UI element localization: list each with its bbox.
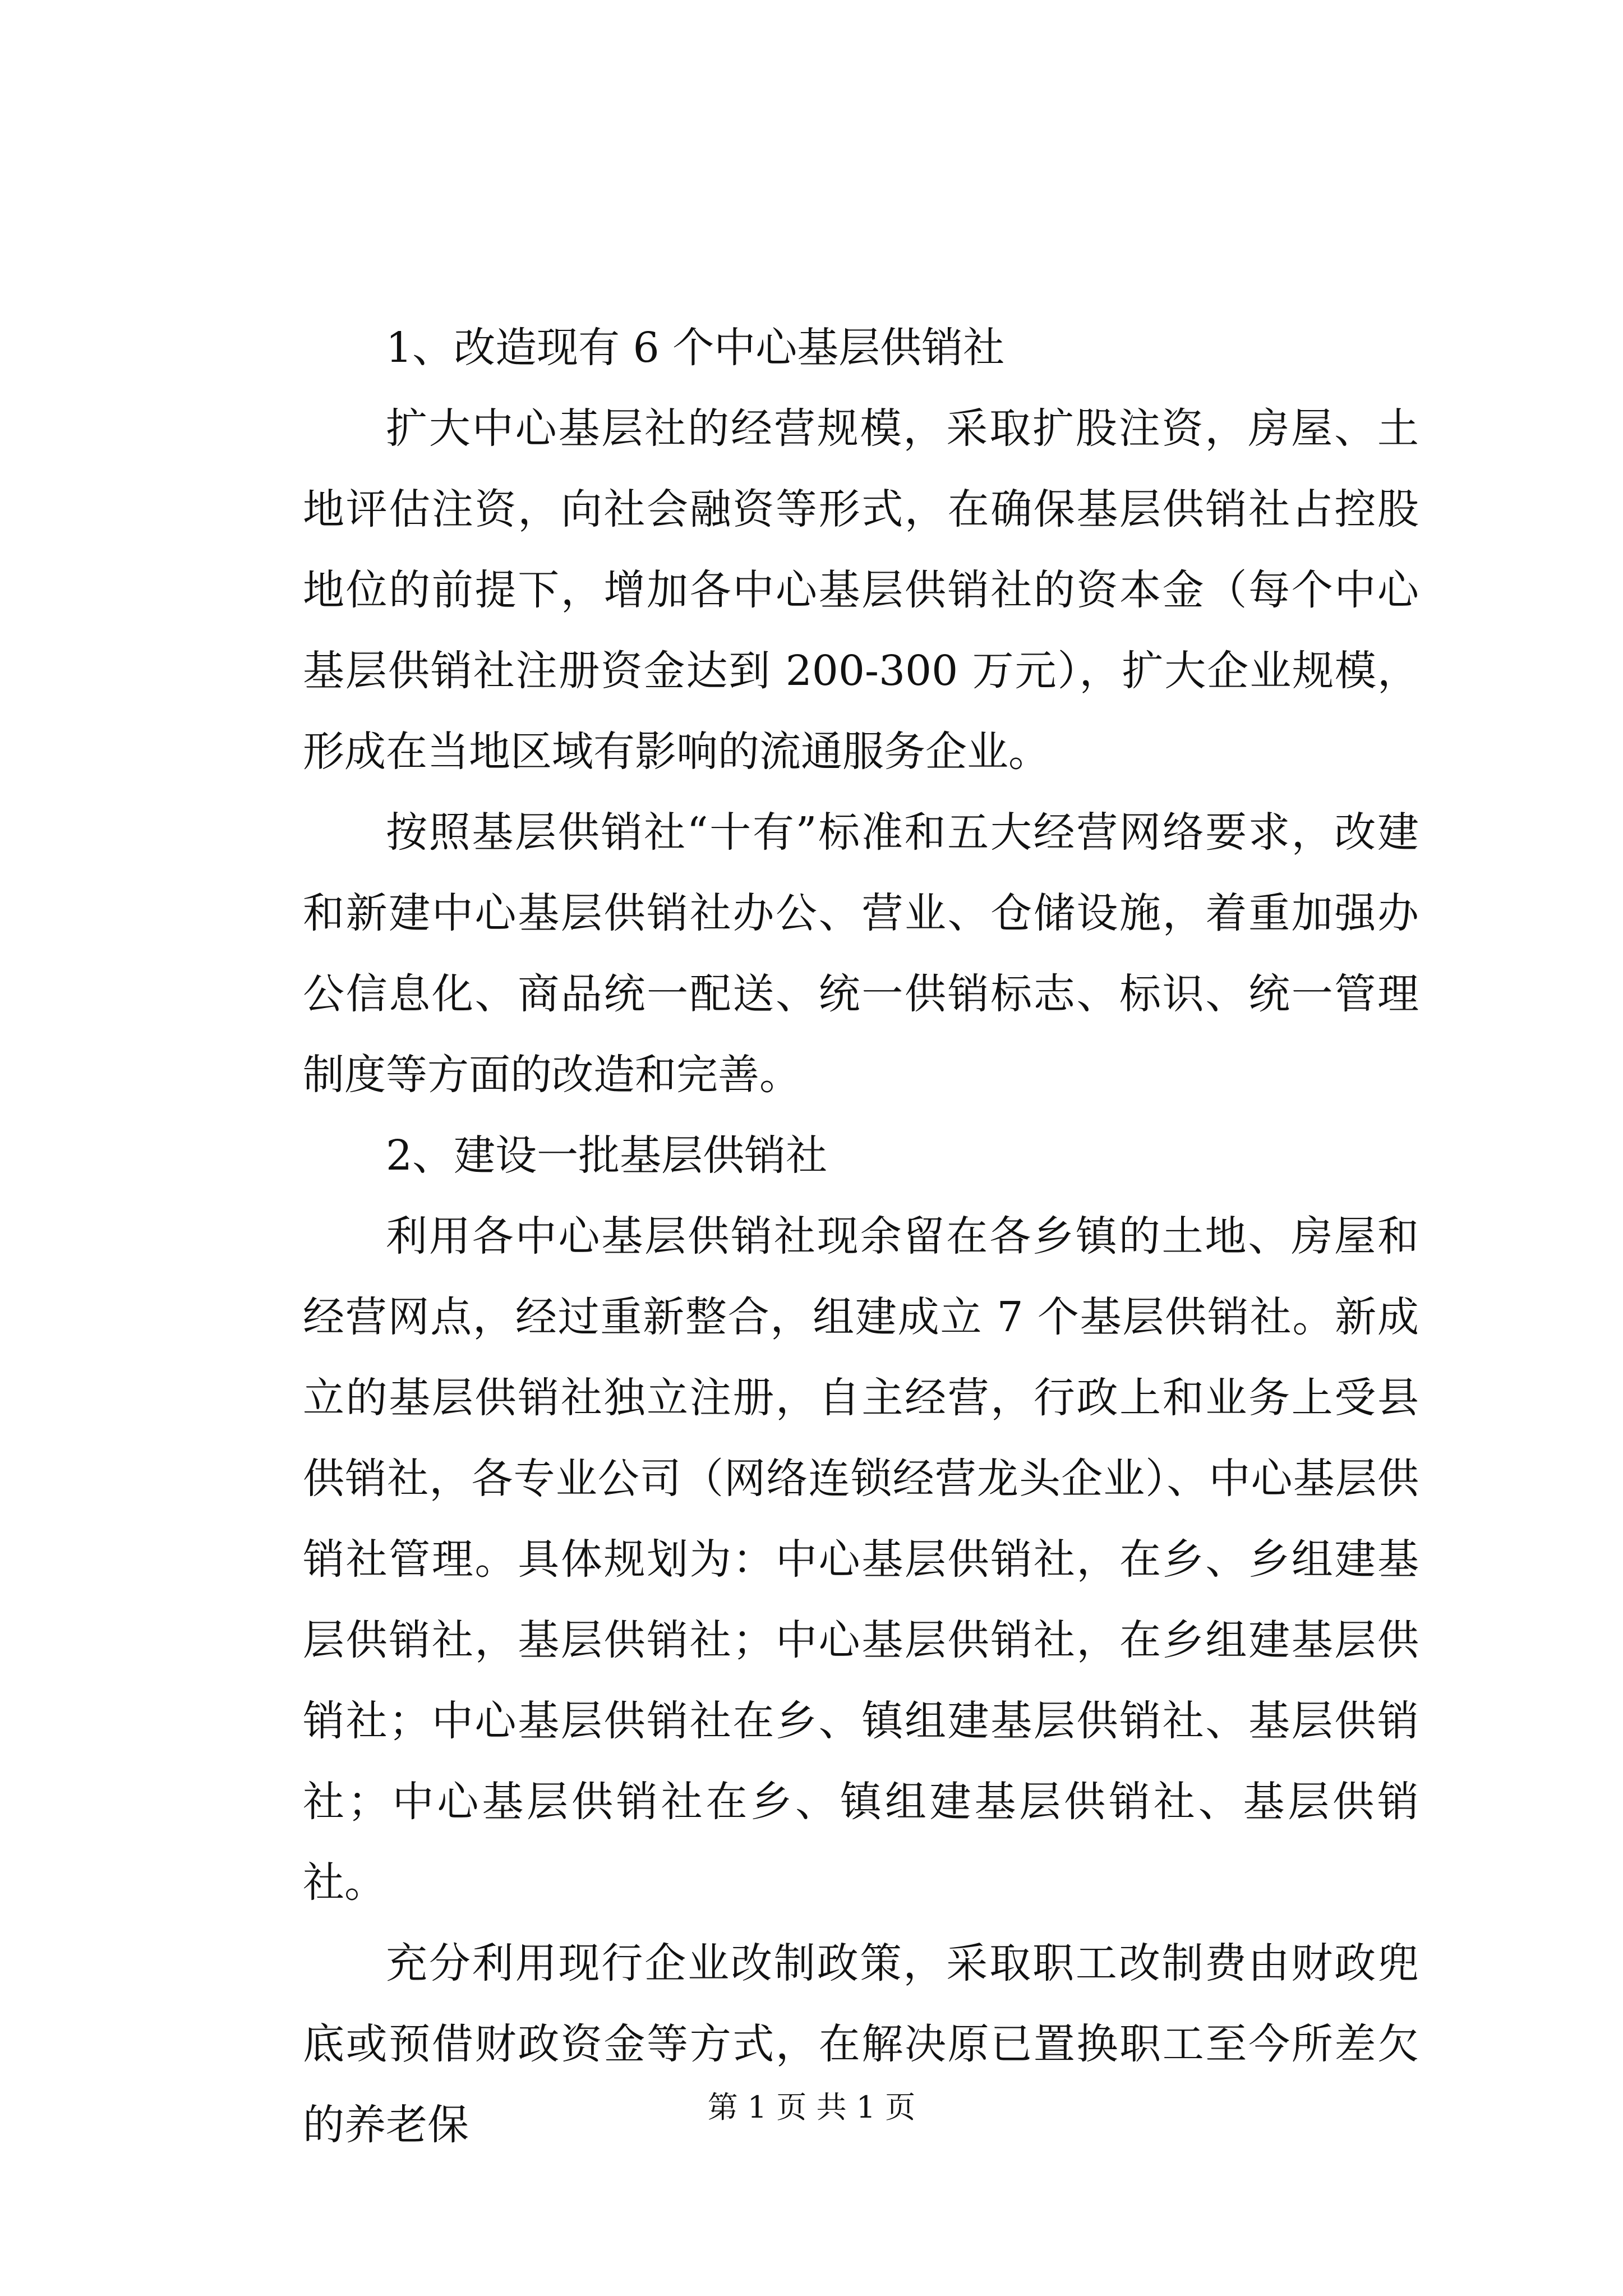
document-body: [303, 307, 1419, 2165]
paragraph-ten-standards: 按照基层供销社“十有”标准和五大经营网络要求，改建和新建中心基层供销社办公、营业、仓储设施，着重加强办公信息化、商品统一配送、统一供销标志、标识、统一管理制度等方面的改造和完善。: [303, 808, 1419, 1099]
section-heading-2: 2、建设一批基层供销社: [386, 1131, 828, 1180]
section-heading-1: 1、改造现有 6 个中心基层供销社: [386, 324, 1005, 372]
paragraph-build-cooperatives: 利用各中心基层供销社现余留在各乡镇的土地、房屋和经营网点，经过重新整合，组建成立 7 个基层供销社。新成立的基层供销社独立注册，自主经营，行政上和业务上受县供销社，各专业公司（网络连锁经营龙头企业）、中心基层供销社管理。具体规划为：中心基层供销社，在乡、乡组建基层供销社，基层供销社；中心基层供销社，在乡组建基层供销社；中心基层供销社在乡、镇组建基层供销社、基层供销社；中心基层供销社在乡、镇组建基层供销社、基层供销社。: [303, 1212, 1419, 1907]
paragraph-expand-scale: 扩大中心基层社的经营规模，采取扩股注资，房屋、土地评估注资，向社会融资等形式，在确保基层供销社占控股地位的前提下，增加各中心基层供销社的资本金（每个中心基层供销社注册资金达到 200-300 万元），扩大企业规模，形成在当地区域有影响的流通服务企业。: [303, 404, 1419, 776]
paragraph-reform-policy: 充分利用现行企业改制政策，采取职工改制费由财政兜底或预借财政资金等方式，在解决原已置换职工至今所差欠的养老保: [303, 1939, 1419, 2149]
page-footer: 第 1 页 共 1 页: [707, 2090, 916, 2125]
